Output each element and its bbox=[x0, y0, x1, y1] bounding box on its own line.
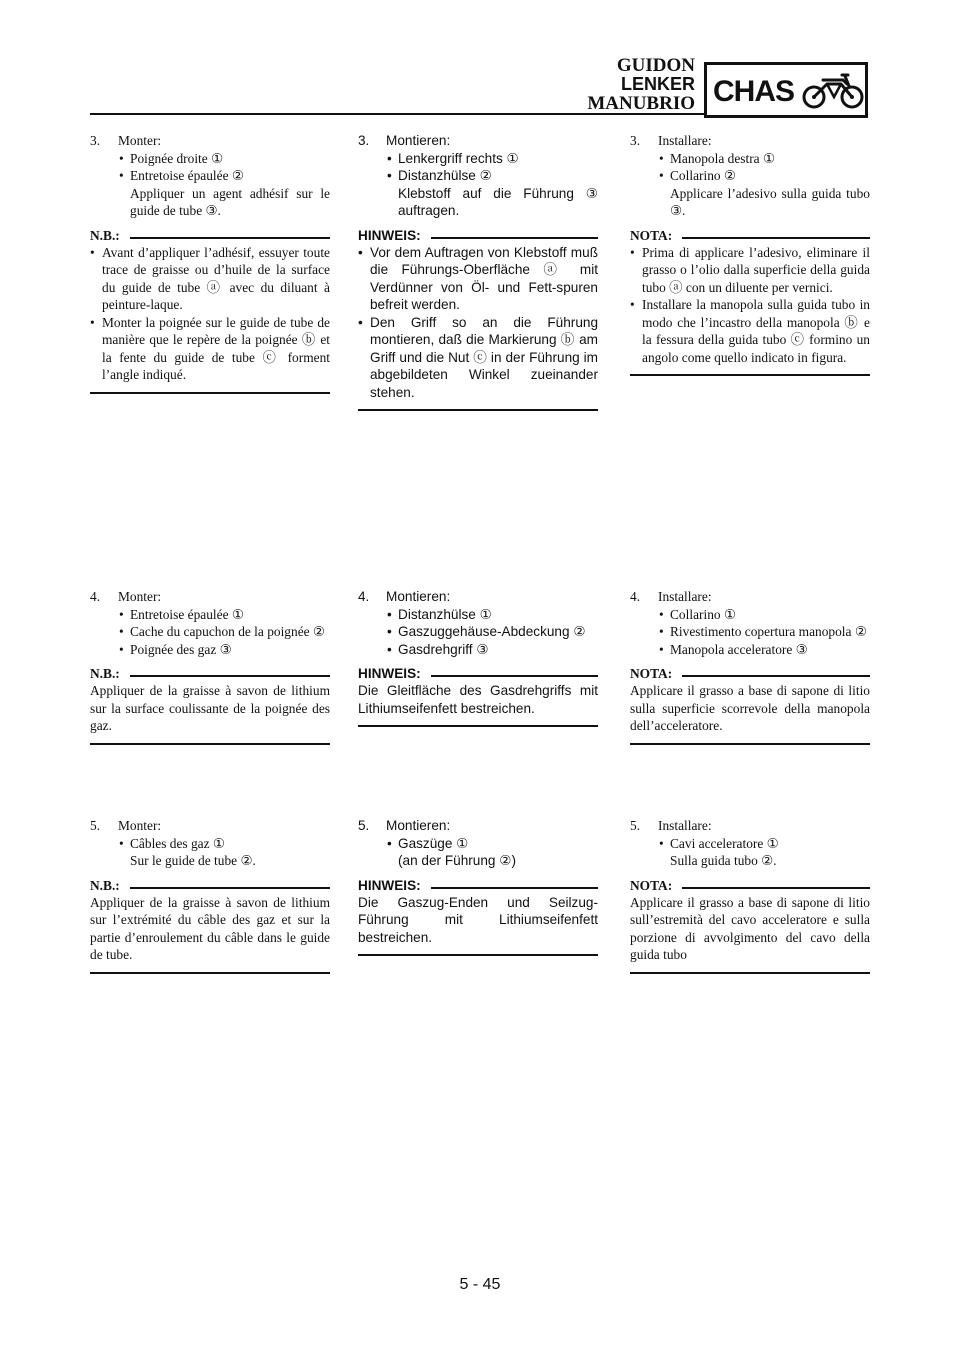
header-rule bbox=[90, 113, 704, 115]
step-instruction: Sulla guida tubo ②. bbox=[670, 853, 777, 868]
step5-italian bbox=[630, 817, 870, 974]
step-item: • Entretoise épaulée ② bbox=[90, 167, 330, 185]
title-french: GUIDON bbox=[616, 55, 695, 76]
step-title: 5. Installare: bbox=[630, 818, 712, 833]
step5-german bbox=[358, 817, 598, 956]
note-header: N.B.: bbox=[90, 228, 330, 244]
note-header: NOTA: bbox=[630, 878, 870, 894]
step-title: 4. Installare: bbox=[630, 589, 712, 604]
step-title: 4. Monter: bbox=[90, 589, 162, 604]
note-end-rule bbox=[90, 743, 330, 745]
step-title: 3. Installare: bbox=[630, 133, 712, 148]
section-titles bbox=[520, 56, 695, 113]
step-item: • Gasdrehgriff ③ bbox=[358, 641, 598, 659]
step-item: • Manopola acceleratore ③ bbox=[630, 641, 870, 659]
step3-german bbox=[358, 132, 598, 411]
step-title: 5. Monter: bbox=[90, 818, 162, 833]
note-bullet: • Den Griff so an die Führung montieren, daß die Markierung ⓑ am Griff und die Nut ⓒ in der Führung im abgebildeten Winkel zueinander stehen. bbox=[358, 314, 598, 402]
step-item: • Collarino ② bbox=[630, 167, 870, 185]
step-item: • Distanzhülse ② bbox=[358, 167, 598, 185]
step-item: • Cache du capuchon de la poignée ② bbox=[90, 623, 330, 641]
note-bullet: • Avant d’appliquer l’adhésif, essuyer toute trace de graisse ou d’huile de la surface du guide de tube ⓐ avec du diluant à peinture-laque. bbox=[90, 244, 330, 314]
step-instruction: (an der Führung ②) bbox=[398, 853, 516, 868]
step5-french bbox=[90, 817, 330, 974]
step-instruction: Sur le guide de tube ②. bbox=[130, 853, 256, 868]
title-italian: MANUBRIO bbox=[587, 93, 695, 114]
note-bullet: • Prima di applicare l’adesivo, eliminare il grasso o l’olio dalla superficie della guida tubo ⓐ con un diluente per vernici. bbox=[630, 244, 870, 297]
note-text: Appliquer de la graisse à savon de lithium sur la surface coulissante de la poignée des gaz. bbox=[90, 683, 330, 733]
step4-italian bbox=[630, 588, 870, 745]
step-item: • Rivestimento copertura manopola ② bbox=[630, 623, 870, 641]
step-item: • Cavi acceleratore ① bbox=[630, 835, 870, 853]
motorcycle-icon bbox=[801, 70, 865, 112]
note-text: Applicare il grasso a base di sapone di litio sulla superficie scorrevole della manopola dell’acceleratore. bbox=[630, 683, 870, 733]
note-text: Die Gleitfläche des Gasdrehgriffs mit Lithiumseifenfett bestreichen. bbox=[358, 683, 598, 716]
note-text: Applicare il grasso a base di sapone di litio sull’estremità del cavo acceleratore e sulla porzione di avvolgimento del cavo della guida tubo bbox=[630, 894, 870, 962]
step-title: 3. Montieren: bbox=[358, 133, 451, 148]
step-item: • Manopola destra ① bbox=[630, 150, 870, 168]
note-end-rule bbox=[358, 409, 598, 411]
note-end-rule bbox=[90, 972, 330, 974]
step-instruction: Applicare l’adesivo sulla guida tubo ③. bbox=[670, 185, 870, 218]
title-german: LENKER bbox=[620, 74, 695, 94]
page-number: 5 - 45 bbox=[459, 1276, 501, 1293]
note-bullet: • Installare la manopola sulla guida tubo in modo che l’incastro della manopola ⓑ e la fessura della guida tubo ⓒ formino un angolo come quello indicato in figura. bbox=[630, 296, 870, 366]
step-title: 4. Montieren: bbox=[358, 589, 451, 604]
note-end-rule bbox=[630, 743, 870, 745]
step-item: • Collarino ① bbox=[630, 606, 870, 624]
note-end-rule bbox=[358, 954, 598, 956]
step-item: • Poignée des gaz ③ bbox=[90, 641, 330, 659]
step3-italian bbox=[630, 132, 870, 376]
note-header: HINWEIS: bbox=[358, 228, 598, 244]
section-code: CHAS bbox=[713, 75, 795, 108]
note-end-rule bbox=[630, 972, 870, 974]
step3-french bbox=[90, 132, 330, 394]
step-instruction: Appliquer un agent adhésif sur le guide de tube ③. bbox=[130, 185, 330, 218]
note-header: N.B.: bbox=[90, 666, 330, 682]
section-badge bbox=[704, 62, 868, 118]
note-header: HINWEIS: bbox=[358, 666, 598, 682]
step4-french bbox=[90, 588, 330, 745]
step-title: 5. Montieren: bbox=[358, 818, 451, 833]
step-item: • Gaszuggehäuse-Abdeckung ② bbox=[358, 623, 598, 641]
note-bullet: • Vor dem Auftragen von Klebstoff muß die Führungs-Oberfläche ⓐ mit Verdünner von Öl- und Fett-spuren befreit werden. bbox=[358, 244, 598, 314]
step-instruction: Klebstoff auf die Führung ③ auftragen. bbox=[398, 185, 598, 218]
note-text: Appliquer de la graisse à savon de lithium sur l’extrémité du câble des gaz et sur la partie d’enroulement du câble dans le guide de tube. bbox=[90, 894, 330, 962]
step-item: • Entretoise épaulée ① bbox=[90, 606, 330, 624]
step-item: • Lenkergriff rechts ① bbox=[358, 150, 598, 168]
step-item: • Câbles des gaz ① bbox=[90, 835, 330, 853]
note-end-rule bbox=[630, 374, 870, 376]
note-text: Die Gaszug-Enden und Seilzug-Führung mit Lithiumseifenfett bestreichen. bbox=[358, 894, 598, 945]
step-title: 3. Monter: bbox=[90, 133, 162, 148]
step-item: • Gaszüge ① bbox=[358, 835, 598, 853]
note-header: N.B.: bbox=[90, 878, 330, 894]
note-header: NOTA: bbox=[630, 228, 870, 244]
note-end-rule bbox=[90, 392, 330, 394]
note-bullet: • Monter la poignée sur le guide de tube de manière que le repère de la poignée ⓑ et la fente du guide de tube ⓒ forment l’angle indiqué. bbox=[90, 314, 330, 384]
step-item: • Poignée droite ① bbox=[90, 150, 330, 168]
note-header: HINWEIS: bbox=[358, 878, 598, 894]
step-item: • Distanzhülse ① bbox=[358, 606, 598, 624]
note-header: NOTA: bbox=[630, 666, 870, 682]
step4-german bbox=[358, 588, 598, 727]
note-end-rule bbox=[358, 725, 598, 727]
